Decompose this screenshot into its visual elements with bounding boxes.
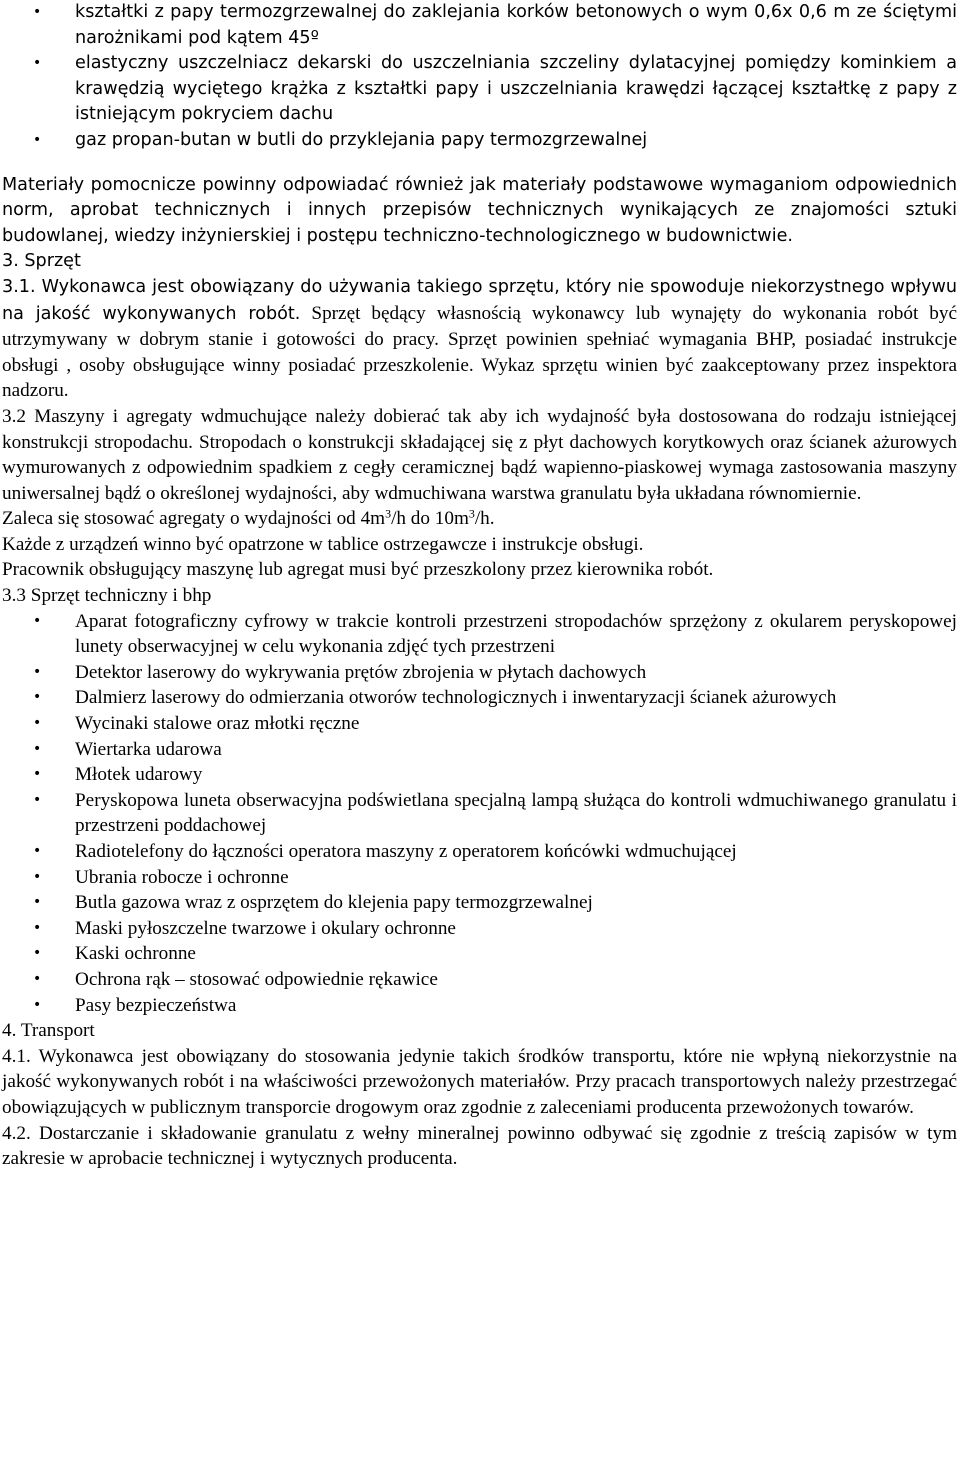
paragraph-3-1: 3.1. Wykonawca jest obowiązany do używania takiego sprzętu, który nie spowoduje niekorzystnego wpływu na jakość wykonywanych robót. Sprzęt będący własnością wykonawcy lub wynajęty do wykonania robót być utrzymywany w dobrym stanie i gotowości do pracy. Sprzęt powinien spełniać wymagania BHP, posiadać instrukcje obsługi , osoby obsługujące winny posiadać przeszkolenie. Wykaz sprzętu winien być zaakceptowany przez inspektora nadzoru.	[2, 276, 957, 402]
materials-list	[2, 0, 957, 154]
list-item: • Radiotelefony do łączności operatora maszyny z operatorem końcówki wdmuchującej	[2, 839, 957, 865]
bullet-icon: •	[33, 740, 42, 757]
list-item: • Peryskopowa luneta obserwacyjna podświetlana specjalną lampą służąca do kontroli wdmuchiwanego granulatu i przestrzeni poddachowej	[33, 789, 957, 837]
section-3-3-heading: 3.3 Sprzęt techniczny i bhp	[2, 585, 212, 607]
bullet-icon: •	[33, 791, 42, 808]
list-item: • Dalmierz laserowy do odmierzania otworów technologicznych i inwentaryzacji ścianek ażurowych	[2, 685, 957, 711]
bullet-icon: •	[33, 4, 42, 20]
list-item: • Wiertarka udarowa	[2, 737, 957, 763]
bullet-icon: •	[33, 843, 42, 859]
bullet-icon: •	[33, 894, 42, 911]
recommendation-paragraph: Zaleca się stosować agregaty o wydajności od $4m^3/h$ do $10m^3/h$.	[2, 506, 495, 530]
list-item: • gaz propan-butan w butli do przyklejania papy termozgrzewalnej	[2, 128, 957, 154]
list-item: • Aparat fotograficzny cyfrowy w trakcie kontroli przestrzeni stropodachów sprzężony z okularem peryskopowej lunety obserwacyjnej w celu wykonania zdjęć tych przestrzeni	[33, 610, 957, 658]
paragraph-3-2: 3.2 Maszyny i agregaty wdmuchujące należy dobierać tak aby ich wydajność była dostosowana do rodzaju istniejącej konstrukcji stropodachu. Stropodach o konstrukcji składającej się z płyt dachowych korytkowych oraz ścianek ażurowych wymurowanych z odpowiednim spadkiem z cegły ceramicznej bądź wapienno-piaskowej wymaga zastosowania maszyny uniwersalnej bądź o określonej wydajności, aby wdmuchiwana warstwa granulatu była układana równomiernie.	[2, 405, 957, 504]
bullet-icon: •	[33, 766, 42, 783]
list-item: • Wycinaki stalowe oraz młotki ręczne	[2, 711, 957, 737]
bullet-icon: •	[33, 868, 42, 885]
materials-paragraph: Materiały pomocnicze powinny odpowiadać również jak materiały podstawowe wymaganiom odpowiednich norm, aprobat technicznych i innych przepisów technicznych wynikających ze znajomości sztuki budowlanej, wiedzy inżynierskiej i postępu techniczno-technologicznego w budownictwie.	[2, 174, 957, 246]
list-item: • elastyczny uszczelniacz dekarski do uszczelniania szczeliny dylatacyjnej pomiędzy kominkiem a krawędzią wyciętego krążka z kształtki papy i uszczelniania krawędzi łączącej kształtkę z papy z istniejącym pokryciem dachu	[33, 53, 957, 125]
section-4-heading: 4. Transport	[2, 1020, 95, 1042]
bullet-icon: •	[33, 612, 42, 629]
list-item: • Butla gazowa wraz z osprzętem do klejenia papy termozgrzewalnej	[2, 890, 957, 916]
devices-paragraph: Każde z urządzeń winno być opatrzone w tablice ostrzegawcze i instrukcje obsługi.	[2, 533, 644, 555]
bullet-icon: •	[33, 919, 42, 936]
spacer	[2, 154, 957, 173]
section-3-heading: 3. Sprzęt	[2, 251, 81, 272]
bullet-icon: •	[33, 945, 42, 962]
bullet-icon: •	[33, 663, 42, 680]
equipment-list	[2, 609, 957, 1019]
paragraph-4-1: 4.1. Wykonawca jest obowiązany do stosowania jedynie takich środków transportu, które nie wpłyną niekorzystnie na jakość wykonywanych robót i na właściwości przewożonych materiałów. Przy pracach transportowych należy przestrzegać obowiązujących w publicznym transporcie drogowym oraz zgodnie z zaleceniami producenta przewożonych towarów.	[2, 1045, 957, 1118]
list-item: • Ochrona rąk – stosować odpowiednie rękawice	[2, 967, 957, 993]
list-item: • Kaski ochronne	[2, 941, 957, 967]
list-item: • Detektor laserowy do wykrywania prętów zbrojenia w płytach dachowych	[2, 660, 957, 686]
list-item: • Pasy bezpieczeństwa	[2, 993, 957, 1019]
list-item: • Maski pyłoszczelne twarzowe i okulary ochronne	[2, 916, 957, 942]
bullet-icon: •	[33, 996, 42, 1013]
operator-paragraph: Pracownik obsługujący maszynę lub agregat musi być przeszkolony przez kierownika robót.	[2, 559, 714, 581]
bullet-icon: •	[33, 55, 42, 72]
bullet-icon: •	[33, 715, 42, 732]
bullet-icon: •	[33, 131, 42, 148]
bullet-icon: •	[33, 689, 42, 706]
bullet-icon: •	[33, 970, 42, 987]
list-item: • kształtki z papy termozgrzewalnej do zaklejania korków betonowych o wym 0,6x 0,6 m ze ściętymi narożnikami pod kątem 45º	[33, 2, 957, 48]
list-item: • Młotek udarowy	[2, 762, 957, 788]
list-item: • Ubrania robocze i ochronne	[2, 865, 957, 891]
paragraph-4-2: 4.2. Dostarczanie i składowanie granulatu z wełny mineralnej powinno odbywać się zgodnie z treścią zapisów w tym zakresie w aprobacie technicznej i wytycznych producenta.	[2, 1122, 957, 1170]
